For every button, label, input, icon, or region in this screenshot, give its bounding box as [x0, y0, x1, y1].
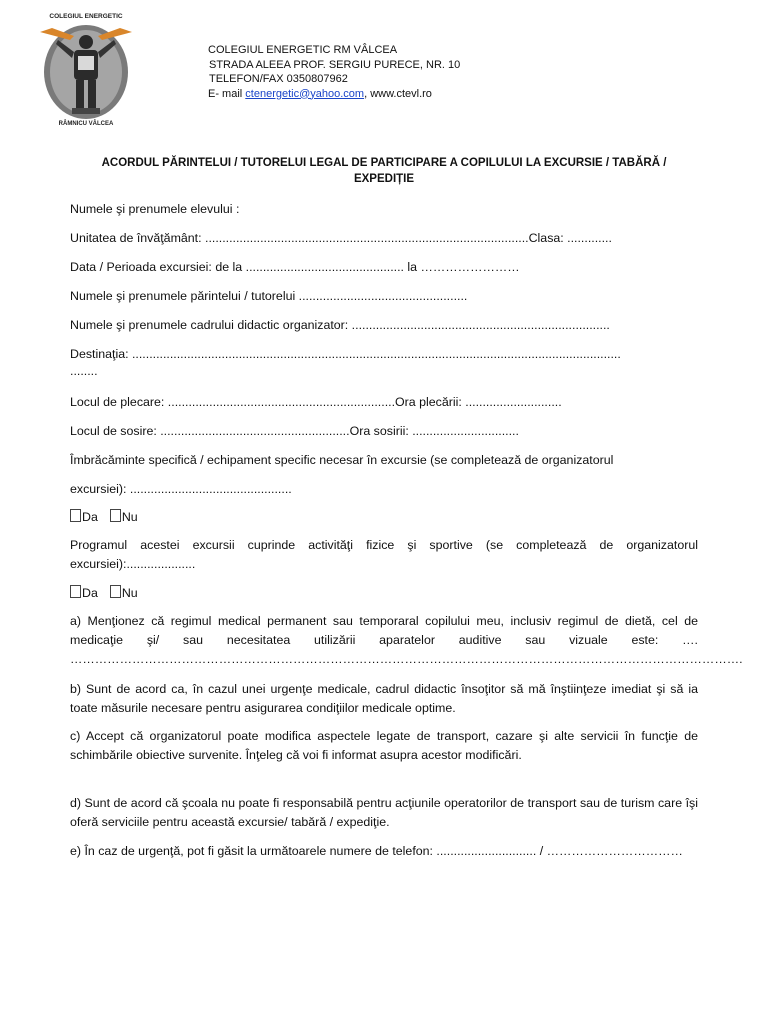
program-options — [70, 584, 138, 602]
school-phone: TELEFON/FAX 0350807962 — [209, 73, 348, 85]
school-name: COLEGIUL ENERGETIC RM VÂLCEA — [208, 44, 398, 56]
student-name-field: Numele şi prenumele elevului : — [70, 202, 240, 216]
school-unit-field: Unitatea de învăţământ: ..............................................................................................Clasa: ............. — [70, 231, 612, 245]
email-link[interactable]: ctenergetic@yahoo.com — [245, 87, 365, 100]
item-b-emergency: b) Sunt de acord ca, în cazul unei urgenţe medicale, cadrul didactic însoţitor să mă înştiinţeze imediat şi să ia toate măsurile necesare pentru asigurarea condiţiilor medicale optime. — [70, 682, 698, 715]
title-line-1: ACORDUL PĂRINTELUI / TUTORELUI LEGAL DE PARTICIPARE A COPILULUI LA EXCURSIE / TABĂRĂ / — [101, 157, 667, 169]
item-d-responsibility: d) Sunt de acord că şcoala nu poate fi responsabilă pentru acţiunile operatorilor de transport sau de turism care îşi oferă serviciile pentru această excursie/ tabără / expediţie. — [70, 796, 698, 829]
destination-field-cont: ........ — [70, 364, 98, 378]
checkbox-no-clothing[interactable] — [110, 509, 121, 522]
option-no-label: Nu — [121, 586, 138, 600]
teacher-name-field: Numele şi prenumele cadrului didactic organizator: ........................................................................... — [70, 318, 610, 332]
title-line-2: EXPEDIȚIE — [353, 173, 415, 185]
item-a-medical: a) Menţionez că regimul medical permanent sau temporaral copilului meu, inclusiv regimul de dietă, cel de medicaţie şi/ sau necesitatea utilizării aparatelor auditive sau vizuale este: …. ………………………………………………………………………………………………………………………………………………. — [70, 614, 743, 666]
option-yes-label: Da — [82, 586, 98, 600]
school-address: STRADA ALEEA PROF. SERGIU PURECE, NR. 10 — [209, 58, 461, 71]
clothing-field-cont: excursiei): ............................................... — [70, 482, 292, 496]
school-logo — [34, 10, 138, 128]
item-e-phone: e) În caz de urgenţă, pot fi găsit la următoarele numere de telefon: ............................. / …………………………… — [70, 844, 683, 858]
logo-bottom-text: RÂMNICU VÂLCEA — [58, 121, 114, 127]
school-header — [208, 43, 460, 101]
website-text: , www.ctevl.ro — [364, 87, 432, 100]
period-field: Data / Perioada excursiei: de la .............................................. la …………………… — [70, 260, 520, 274]
checkbox-yes-clothing[interactable] — [70, 509, 81, 522]
school-contact — [208, 87, 460, 102]
item-c-changes: c) Accept că organizatorul poate modifica aspectele legate de transport, cazare şi alte servicii în funcţie de schimbările obiective survenite. Înţeleg că voi fi informat asupra acestor modificări. — [70, 729, 698, 762]
checkbox-yes-program[interactable] — [70, 585, 81, 598]
clothing-options — [70, 508, 138, 526]
program-text: Programul acestei excursii cuprinde activităţi fizice şi sportive (se completează de organizatorul excursiei):.................... — [70, 538, 698, 571]
email-label: E- mail — [208, 87, 246, 100]
option-yes-label: Da — [82, 510, 98, 524]
departure-field: Locul de plecare: ..................................................................Ora plecării: ............................ — [70, 395, 562, 409]
parent-name-field: Numele şi prenumele părintelui / tutorelui ................................................. — [70, 289, 468, 303]
arrival-field: Locul de sosire: .......................................................Ora sosirii: ............................... — [70, 424, 519, 438]
destination-field: Destinaţia: .............................................................................................................................................. — [70, 347, 621, 361]
document-title — [70, 155, 698, 187]
clothing-field: Îmbrăcăminte specifică / echipament specific necesar în excursie (se completează de organizatorul — [70, 453, 614, 467]
option-no-label: Nu — [121, 510, 138, 524]
checkbox-no-program[interactable] — [110, 585, 121, 598]
logo-top-text: COLEGIUL ENERGETIC — [49, 13, 123, 20]
